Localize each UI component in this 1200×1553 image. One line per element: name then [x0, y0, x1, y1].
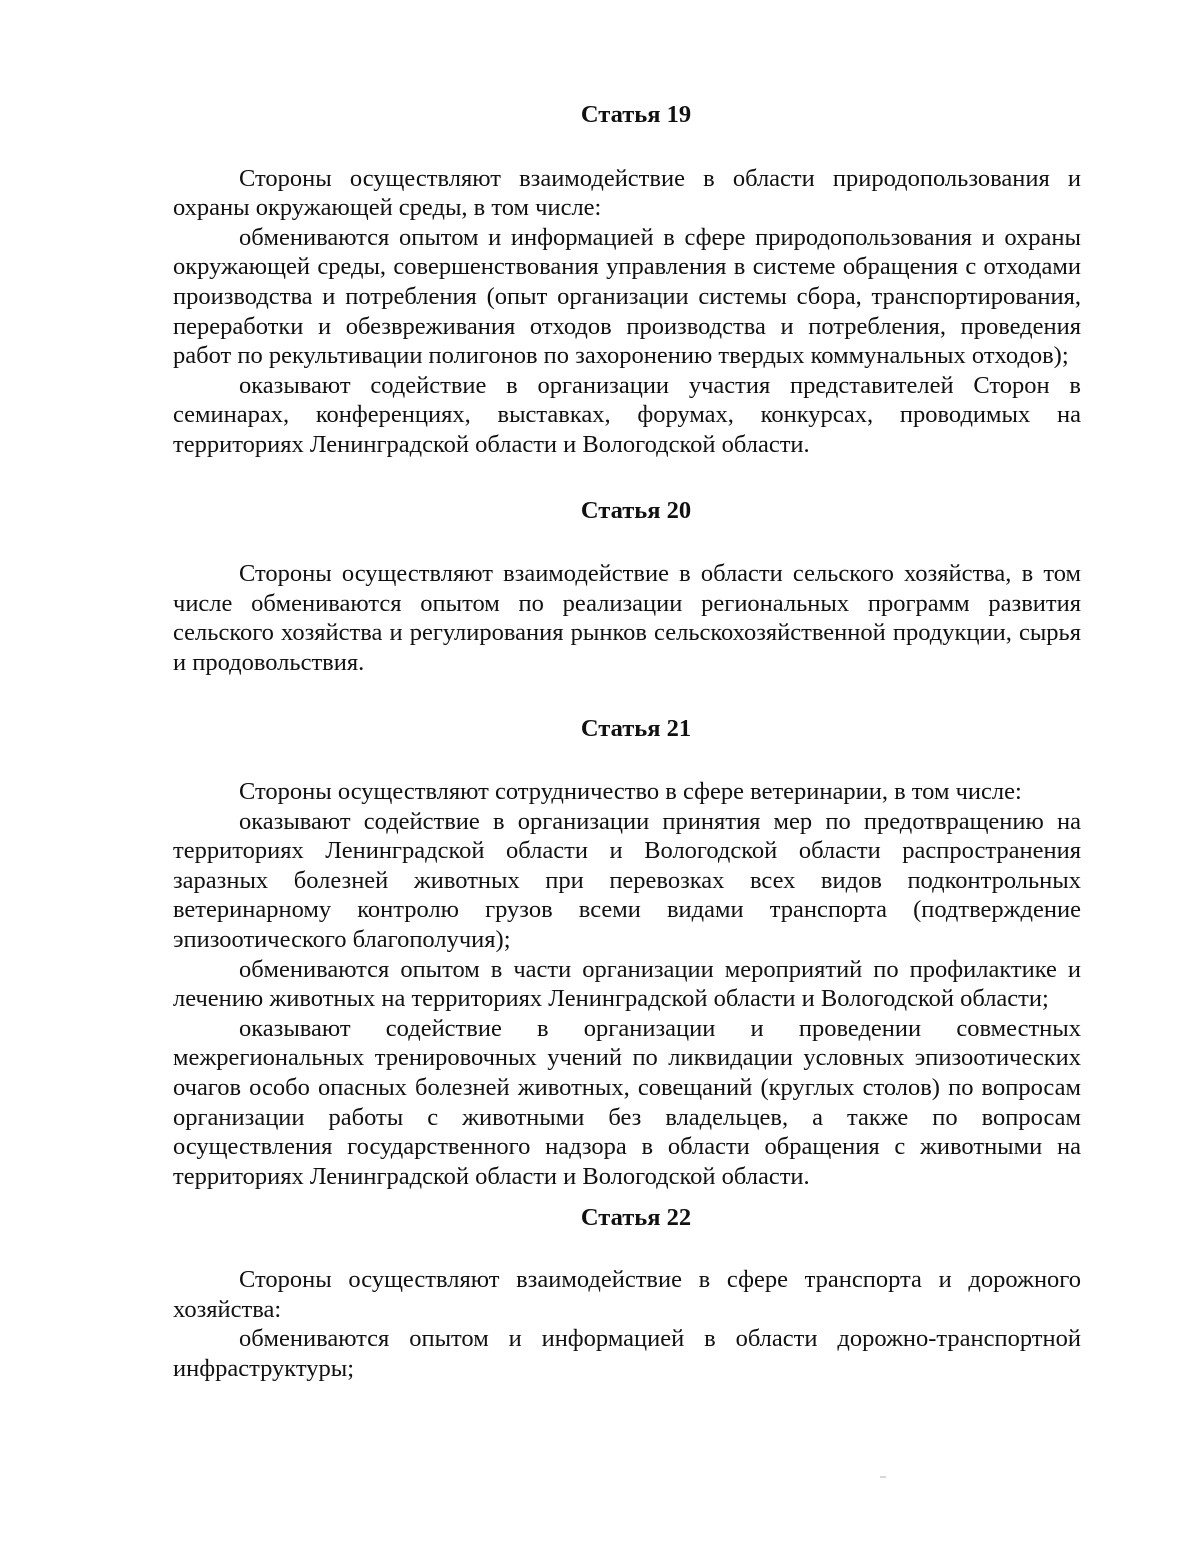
- paragraph: Стороны осуществляют взаимодействие в сфере транспорта и дорожного хозяйства:: [173, 1266, 1081, 1323]
- scan-mark: [880, 1476, 886, 1478]
- paragraph: обмениваются опытом в части организации мероприятий по профилактике и лечению животных на территориях Ленинградской области и Вологодской области;: [173, 955, 1081, 1013]
- paragraph: оказывают содействие в организации участия представителей Сторон в семинарах, конференциях, выставках, форумах, конкурсах, проводимых на территориях Ленинградской области и Вологодской области.: [173, 371, 1081, 458]
- paragraph: Стороны осуществляют взаимодействие в области природопользования и охраны окружающей среды, в том числе:: [173, 164, 1081, 222]
- article-heading: Статья 21: [580, 714, 692, 742]
- article-heading: Статья 19: [580, 101, 692, 128]
- paragraph: обмениваются опытом и информацией в сфере природопользования и охраны окружающей среды, совершенствования управления в системе обращения с отходами производства и потребления (опыт организации системы сбора, транспортирования, переработки и обезвреживания отходов производства и потребления, проведения работ по рекультивации полигонов по захоронению твердых коммунальных отходов);: [173, 223, 1081, 370]
- paragraph: обмениваются опытом и информацией в области дорожно-транспортной инфраструктуры;: [173, 1325, 1081, 1382]
- article-heading: Статья 20: [580, 496, 692, 524]
- paragraph: оказывают содействие в организации и проведении совместных межрегиональных тренировочных учений по ликвидации условных эпизоотических очагов особо опасных болезней животных, совещаний (круглых столов) по вопросам организации работы с животными без владельцев, а также по вопросам осуществления государственного надзора в области обращения с животными на территориях Ленинградской области и Вологодской области.: [173, 1014, 1081, 1190]
- article-22: [173, 1203, 1081, 1383]
- paragraph: Стороны осуществляют взаимодействие в области сельского хозяйства, в том числе обмениваются опытом по реализации региональных программ развития сельского хозяйства и регулирования рынков сельскохозяйственной продукции, сырья и продовольствия.: [173, 560, 1081, 676]
- paragraph: оказывают содействие в организации принятия мер по предотвращению на территориях Ленинградской области и Вологодской области распространения заразных болезней животных при перевозках всех видов подконтрольных ветеринарному контролю грузов всеми видами транспорта (подтверждение эпизоотического благополучия);: [173, 807, 1081, 954]
- article-heading: Статья 22: [580, 1204, 692, 1232]
- paragraph: Стороны осуществляют сотрудничество в сфере ветеринарии, в том числе:: [239, 778, 1022, 806]
- article-20: [173, 496, 1081, 678]
- article-21: [173, 714, 1081, 1192]
- article-19: [173, 100, 1081, 460]
- document-page: [173, 100, 1081, 1383]
